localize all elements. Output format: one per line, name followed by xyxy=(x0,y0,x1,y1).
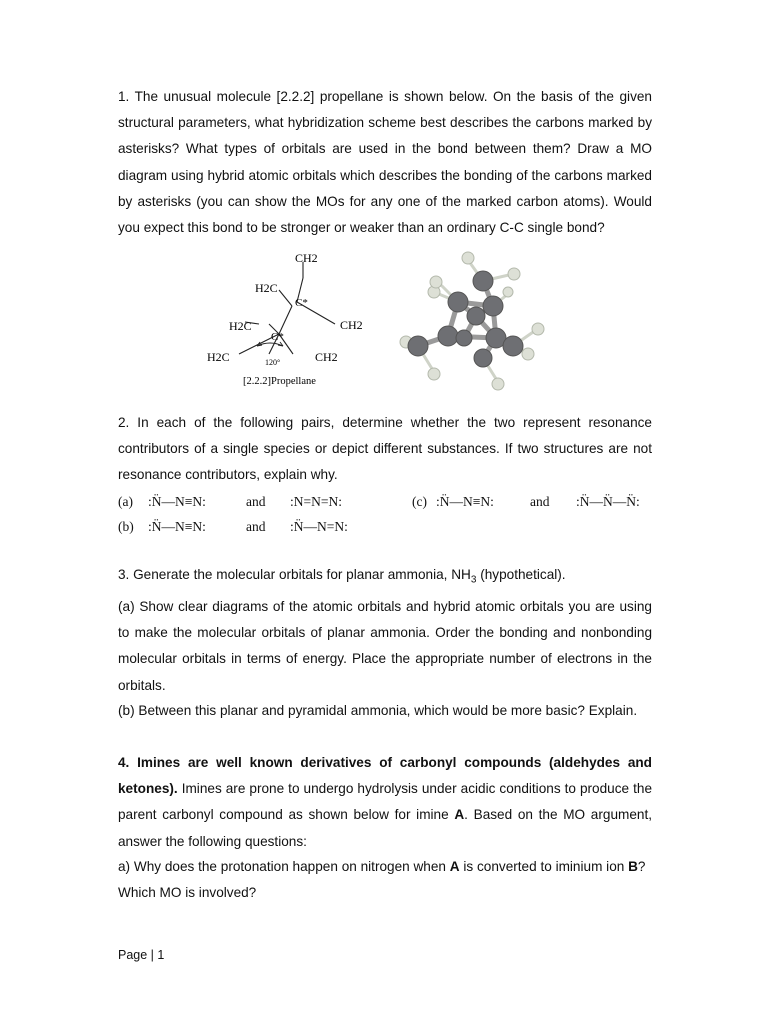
pair-c-left-structure: :N̈—N≡N: xyxy=(436,494,494,509)
question-1-text: 1. The unusual molecule [2.2.2] propellane is shown below. On the basis of the given structural parameters, what hybridization scheme best describes the carbons marked by asterisks? What types of orbitals are used in the bond between them? Draw a MO diagram using hybrid atomic orbitals which describes the bonding of the carbons marked by asterisks (you can show the MOs for any one of the marked carbon atoms). Would you expect this bond to be stronger or weaker than an ordinary C-C single bond? xyxy=(118,89,652,236)
question-3-part-b: (b) Between this planar and pyramidal ammonia, which would be more basic? Explain. xyxy=(118,703,638,718)
ch2-top-label: CH2 xyxy=(295,251,318,265)
question-2-text: 2. In each of the following pairs, determine whether the two represent resonance contributors of a single species or depict different substances. If two structures are not resonance contributors, explain why. xyxy=(118,415,652,483)
pair-a-right-structure: :N=N=N: xyxy=(290,494,342,509)
pair-b-label: (b) xyxy=(118,519,134,534)
resonance-pair-a xyxy=(118,494,418,512)
pair-c-and: and xyxy=(530,494,550,509)
pair-b-and: and xyxy=(246,519,266,534)
pair-c-right-structure: :N̈—N̈—N̈: xyxy=(576,494,640,509)
question-3-title: 3. Generate the molecular orbitals for planar ammonia, $NH_3$ (hypothetical). xyxy=(118,567,566,586)
pair-b-left-structure: :N̈—N≡N: xyxy=(148,519,206,534)
h2c-lower-label: H2C xyxy=(207,350,230,364)
c-star-bottom-label: C* xyxy=(271,331,284,343)
pair-a-and: and xyxy=(246,494,266,509)
c-star-top-label: C* xyxy=(295,297,308,309)
pair-c-label: (c) xyxy=(412,494,427,509)
resonance-pair-b xyxy=(118,519,418,537)
question-4-part-a: a) Why does the protonation happen on nitrogen when A is converted to iminium ion B? Which MO is involved? xyxy=(118,859,646,901)
page-number-footer: Page | 1 xyxy=(118,948,165,962)
question-3-part-a: (a) Show clear diagrams of the atomic orbitals and hybrid atomic orbitals you are using to make the molecular orbitals of planar ammonia. Order the bonding and nonbonding molecular orbitals in terms of energy. Place the appropriate number of electrons in the orbitals. xyxy=(118,599,652,693)
ch2-lower-right-label: CH2 xyxy=(315,350,338,364)
h2c-middle-label: H2C xyxy=(229,319,252,333)
propellane-structure-diagram xyxy=(195,250,363,392)
angle-label: 120° xyxy=(265,358,281,367)
pair-a-left-structure: :N̈—N≡N: xyxy=(148,494,206,509)
ch2-right-label: CH2 xyxy=(340,318,363,332)
resonance-pair-c xyxy=(412,494,652,512)
propellane-caption: [2.2.2]Propellane xyxy=(243,376,316,387)
propellane-ball-stick-model xyxy=(398,246,548,392)
pair-b-right-structure: :N̈—N=N: xyxy=(290,519,348,534)
h2c-upper-label: H2C xyxy=(255,281,278,295)
question-4-text: 4. Imines are well known derivatives of carbonyl compounds (aldehydes and ketones). Imines are prone to undergo hydrolysis under acidic conditions to produce the parent carbonyl compound as shown below for imine A. Based on the MO argument, answer the following questions: xyxy=(118,755,653,849)
pair-a-label: (a) xyxy=(118,494,133,509)
